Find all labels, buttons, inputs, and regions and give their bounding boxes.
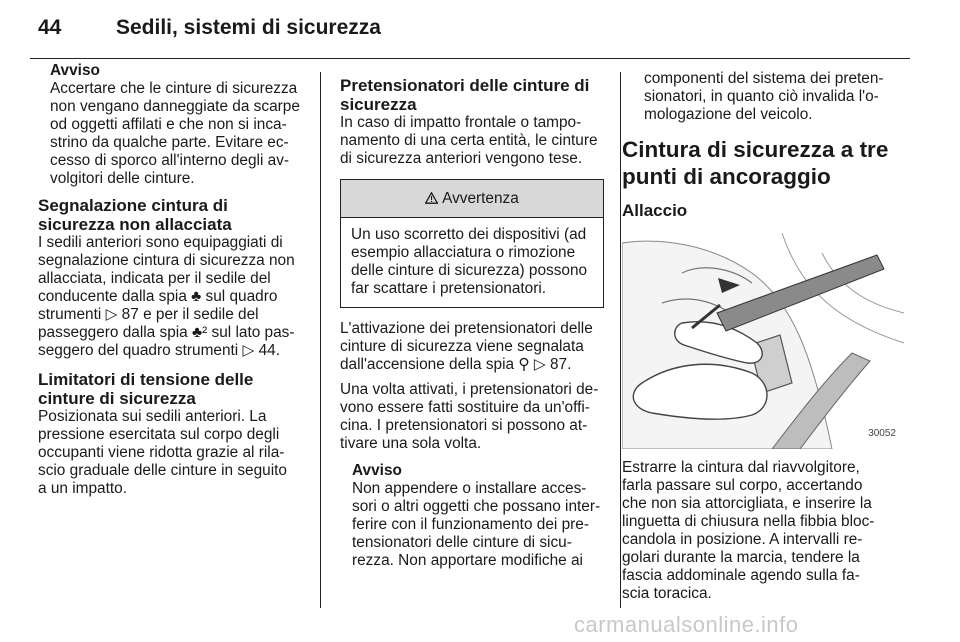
column-1 — [38, 62, 304, 498]
text-line: cesso di sporco all'interno degli av- — [50, 152, 290, 169]
text-line: scio graduale delle cinture in seguito — [38, 462, 287, 479]
text-line: Posizionata sui sedili anteriori. La — [38, 408, 267, 425]
text-line: esempio allacciatura o rimozione — [351, 244, 576, 261]
note-title: Avviso — [352, 462, 402, 479]
text-line: componenti del sistema dei preten- — [644, 70, 884, 87]
text-line: non vengano danneggiate da scarpe — [50, 98, 300, 115]
text-line: che non sia attorcigliata, e inserire la — [622, 495, 872, 512]
text-line: scia toracica. — [622, 585, 712, 602]
text-line: namento di una certa entità, le cinture — [340, 132, 598, 149]
paragraph-pretensioner-activation — [340, 320, 604, 374]
warning-title: Avvertenza — [442, 190, 519, 207]
seatbelt-drawing — [622, 233, 904, 449]
header-divider — [30, 58, 910, 59]
text-line: sori o altri oggetti che possano inter- — [352, 498, 601, 515]
text-line: fascia addominale agendo sulla fa- — [622, 567, 860, 584]
page-header — [38, 16, 918, 50]
warning-triangle-icon — [425, 190, 442, 206]
text-line: farla passare sul corpo, accertando — [622, 477, 863, 494]
heading-belt-pretensioners: Pretensionatori delle cinture di sicurezza — [340, 76, 590, 114]
text-line: Accertare che le cinture di sicurezza — [50, 80, 298, 97]
text-line: allacciata, indicata per il sedile del — [38, 270, 271, 287]
column-2 — [340, 62, 604, 570]
paragraph-belt-force-limiters — [38, 408, 304, 498]
text-line: di sicurezza anteriori vengono tese. — [340, 150, 583, 167]
heading-belt-force-limiters: Limitatori di tensione delle cinture di sicurezza — [38, 370, 254, 408]
text-line: far scattare i pretensionatori. — [351, 280, 547, 297]
warning-box — [340, 179, 604, 308]
column-divider-2 — [620, 72, 621, 608]
watermark-brand: carmanualsonline.info — [574, 612, 799, 637]
text-line: rezza. Non apportare modifiche ai — [352, 552, 583, 569]
text-line: sionatori, in quanto ciò invalida l'o- — [644, 88, 879, 105]
text-line: od oggetti affilati e che non si inca- — [50, 116, 287, 133]
text-line: tensionatori delle cinture di sicu- — [352, 534, 572, 551]
paragraph-seatbelt-reminder — [38, 234, 304, 360]
text-line: delle cinture di sicurezza) possono — [351, 262, 588, 279]
text-line: linguetta di chiusura nella fibbia bloc- — [622, 513, 875, 530]
text-line: volgitori delle cinture. — [50, 170, 195, 187]
note-belt-care — [50, 62, 304, 188]
text-line: Un uso scorretto dei dispositivi (ad — [351, 226, 587, 243]
figure-number: 30052 — [868, 428, 896, 439]
text-line: cinture di sicurezza viene segnalata — [340, 338, 584, 355]
text-line: strumenti ▷ 87 e per il sedile del — [38, 306, 259, 323]
text-line: segnalazione cintura di sicurezza non — [38, 252, 295, 269]
text-line: I sedili anteriori sono equipaggiati di — [38, 234, 283, 251]
seatbelt-fastening-illustration — [622, 233, 904, 449]
column-3 — [622, 62, 906, 603]
text-line: ferire con il funzionamento dei pre- — [352, 516, 589, 533]
heading-seatbelt-reminder: Segnalazione cintura di sicurezza non allacciata — [38, 196, 232, 234]
text-line: a un impatto. — [38, 480, 127, 497]
paragraph-pretensioners-intro — [340, 114, 604, 168]
note-continued — [644, 70, 906, 124]
warning-body — [341, 218, 603, 307]
note-pretensioner-accessories — [352, 462, 604, 570]
heading-three-point-belt: Cintura di sicurezza a tre punti di ancoraggio — [622, 137, 889, 189]
text-line: vono essere fatti sostituire da un'offi- — [340, 399, 590, 416]
paragraph-pretensioner-replacement — [340, 381, 604, 453]
warning-header — [341, 180, 603, 218]
text-line: tivare una sola volta. — [340, 435, 482, 452]
subheading-fastening: Allaccio — [622, 201, 688, 220]
text-line: strino da qualche parte. Evitare ec- — [50, 134, 289, 151]
text-line: In caso di impatto frontale o tampo- — [340, 114, 582, 131]
text-line: cina. I pretensionatori si possono at- — [340, 417, 588, 434]
text-line: pressione esercitata sul corpo degli — [38, 426, 280, 443]
column-divider-1 — [320, 72, 321, 608]
text-line: dall'accensione della spia ⚲ ▷ 87. — [340, 356, 572, 373]
text-line: L'attivazione dei pretensionatori delle — [340, 320, 593, 337]
text-line: passeggero dalla spia ♣² sul lato pas- — [38, 324, 295, 341]
text-line: seggero del quadro strumenti ▷ 44. — [38, 342, 280, 359]
text-line: candola in posizione. A intervalli re- — [622, 531, 863, 548]
text-line: Una volta attivati, i pretensionatori de- — [340, 381, 599, 398]
text-line: golari durante la marcia, tendere la — [622, 549, 860, 566]
page-number: 44 — [38, 16, 62, 39]
text-line: conducente dalla spia ♣ sul quadro — [38, 288, 278, 305]
text-line: Non appendere o installare acces- — [352, 480, 587, 497]
text-line: occupanti viene ridotta grazie al rila- — [38, 444, 285, 461]
note-title: Avviso — [50, 62, 100, 79]
page-title: Sedili, sistemi di sicurezza — [116, 16, 381, 39]
text-line: mologazione del veicolo. — [644, 106, 813, 123]
paragraph-fastening-instructions — [622, 459, 906, 603]
text-line: Estrarre la cintura dal riavvolgitore, — [622, 459, 860, 476]
